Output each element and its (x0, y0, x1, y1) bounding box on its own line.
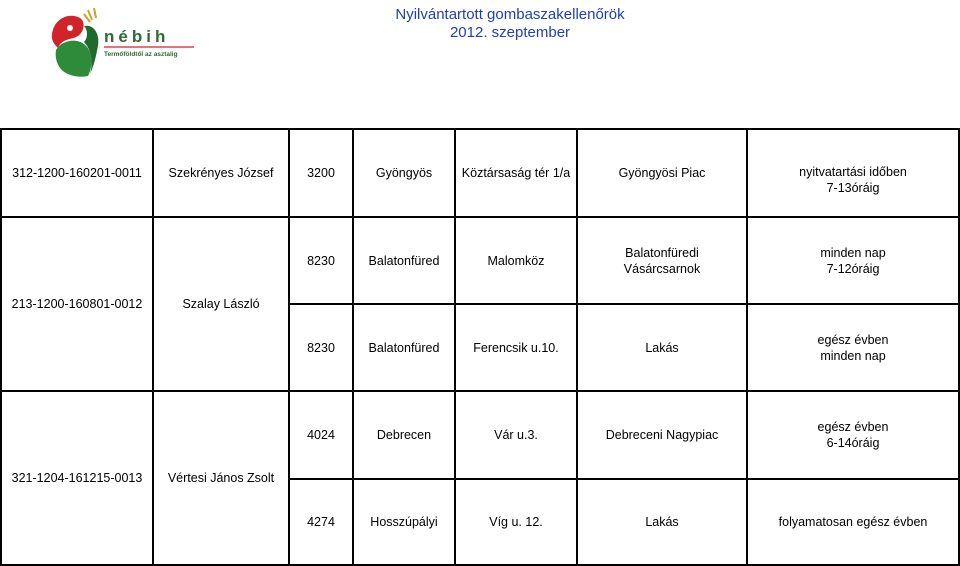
place-line2: Vásárcsarnok (623, 261, 701, 276)
street-cell: Köztársaság tér 1/a (455, 129, 577, 217)
street-cell: Vár u.3. (455, 391, 577, 479)
zip-cell: 8230 (289, 304, 353, 391)
hours-line2: minden nap (820, 348, 886, 363)
logo-tagline: Termőföldtől az asztalig (104, 51, 178, 58)
nebih-logo (44, 4, 214, 82)
reg-no-cell: 213-1200-160801-0012 (1, 217, 153, 391)
table-row (1, 129, 959, 217)
city-cell: Balatonfüred (353, 304, 455, 391)
hours-line2: 7-12óráig (826, 261, 880, 276)
logo-emblem-dot (67, 25, 73, 31)
hours-line1: minden nap (820, 245, 886, 260)
logo-name: nébih (104, 27, 170, 46)
table-row (1, 391, 959, 479)
zip-cell: 4024 (289, 391, 353, 479)
street-cell: Ferencsik u.10. (455, 304, 577, 391)
reg-no-cell: 321-1204-161215-0013 (1, 391, 153, 565)
city-cell: Hosszúpályi (353, 479, 455, 565)
zip-cell: 3200 (289, 129, 353, 217)
page-title-line1: Nyilvántartott gombaszakellenőrök (395, 6, 625, 23)
place-cell: Debreceni Nagypiac (577, 391, 747, 479)
hours-line2: 6-14óráig (826, 436, 880, 450)
hours-cell (747, 304, 959, 391)
zip-cell: 8230 (289, 217, 353, 304)
street-cell: Víg u. 12. (455, 479, 577, 565)
hours-line1: egész évben (817, 420, 889, 434)
place-cell: Gyöngyösi Piac (577, 129, 747, 217)
place-line1: Balatonfüredi (625, 245, 699, 260)
logo-emblem-green (56, 41, 92, 77)
registry-table (0, 128, 960, 566)
city-cell: Balatonfüred (353, 217, 455, 304)
city-cell: Debrecen (353, 391, 455, 479)
name-cell: Szekrényes József (153, 129, 289, 217)
place-cell: Lakás (577, 304, 747, 391)
page-title-line2: 2012. szeptember (449, 24, 571, 41)
street-cell: Malomköz (455, 217, 577, 304)
page-title (380, 6, 640, 42)
place-cell: Lakás (577, 479, 747, 565)
name-cell: Szalay László (153, 217, 289, 391)
reg-no-cell: 312-1200-160201-0011 (1, 129, 153, 217)
hours-line1: nyitvatartási időben (799, 165, 907, 179)
name-cell: Vértesi János Zsolt (153, 391, 289, 565)
zip-cell: 4274 (289, 479, 353, 565)
hours-line1: egész évben (817, 332, 889, 347)
table-row (1, 217, 959, 304)
hours-cell (747, 391, 959, 479)
hours-line2: 7-13óráig (826, 181, 880, 195)
city-cell: Gyöngyös (353, 129, 455, 217)
place-cell (577, 217, 747, 304)
hours-cell: folyamatosan egész évben (747, 479, 959, 565)
hours-cell (747, 129, 959, 217)
logo-emblem-wheat (84, 8, 96, 22)
hours-cell (747, 217, 959, 304)
